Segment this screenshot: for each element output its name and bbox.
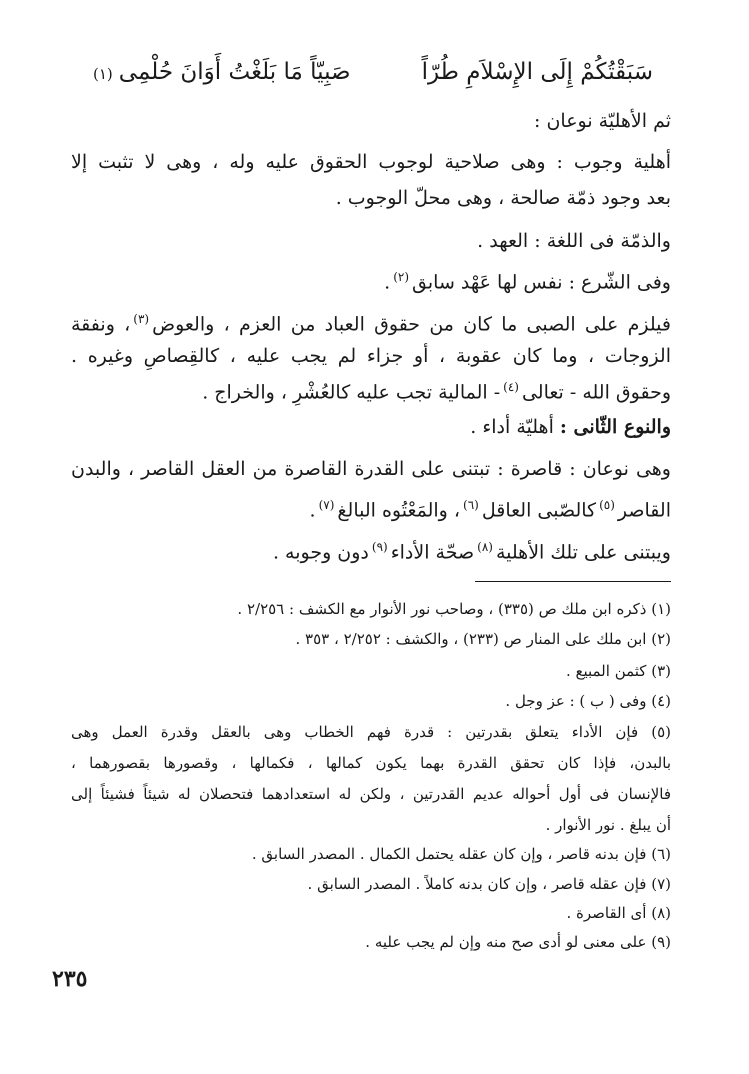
footnote: (٤) وفى ( ب ) : عز وجل .	[505, 692, 671, 710]
footnote: (٣) كثمن المبيع .	[565, 662, 671, 680]
body-line	[71, 306, 671, 337]
body-line: والذمّة فى اللغة : العهد .	[477, 230, 671, 252]
footnote-ref: (٢)	[393, 270, 410, 284]
body-line-text: فيلزم على الصبى ما كان من حقوق العباد من العزم ، والعوض	[152, 313, 671, 336]
body-line: الزوجات ، وما كان عقوبة ، أو جزاء لم يجب عليه ، كالقِصاصِ وغيره .	[71, 345, 671, 367]
body-line-text: دون وجوبه .	[272, 541, 369, 564]
footnote: (٢) ابن ملك على المنار ص (٢٣٣) ، والكشف : ٢/٢٥٢ ، ٣٥٣ .	[295, 630, 671, 648]
footnote: (٧) فإن عقله قاصر ، وإن كان بدنه كاملاً . المصدر السابق .	[307, 875, 671, 893]
footnote-ref: (٦)	[463, 498, 479, 512]
footnote-ref: (٤)	[503, 380, 519, 394]
footnote: (٥) فإن الأداء يتعلق بقدرتين : قدرة فهم الخطاب وهى بالعقل وقدرة العمل وهى	[71, 723, 671, 741]
body-line: أهلية وجوب : وهى صلاحية لوجوب الحقوق عليه وله ، وهى لا تثبت إلا	[71, 151, 671, 173]
footnote-ref: (٩)	[371, 540, 388, 554]
footnote: (٦) فإن بدنه قاصر ، وإن كان عقله يحتمل الكمال . المصدر السابق .	[251, 845, 671, 863]
body-line-text: صحّة الأداء	[390, 541, 475, 564]
body-line-text: وفى الشّرع : نفس لها عَهْد سابق	[412, 271, 671, 294]
footnote: بالبدن، فإذا كان تحقق القدرة بهما يكون كمالها ، فكمالها ، وقصورها بقصورهما ،	[71, 754, 671, 772]
footnote: (٨) أى القاصرة .	[566, 904, 671, 922]
body-line	[71, 374, 671, 405]
footnote: (١) ذكره ابن ملك ص (٣٣٥) ، وصاحب نور الأنوار مع الكشف : ٢/٢٥٦ .	[237, 600, 671, 618]
verse-first-hemistich: سَبَقْتُكُمْ إِلَى الإِسْلاَمِ طُرّاً	[421, 59, 653, 85]
footnote-ref: (١)	[93, 65, 113, 83]
body-line-text: ، والمَعْتُوه البالغ	[337, 499, 461, 522]
body-line-text: .	[309, 499, 316, 522]
verse-second-hemistich	[93, 59, 351, 85]
body-line: ثم الأهليّة نوعان :	[534, 110, 671, 132]
body-line-text: وحقوق الله - تعالى	[521, 381, 671, 404]
footnote: فالإنسان فى أول أحواله عديم القدرتين ، ولكن له استعدادهما فتحصلان له شيئاً فشيئاً إلى	[71, 785, 671, 803]
footnote-ref: (٣)	[133, 312, 150, 326]
body-line-text: القاصر	[617, 499, 671, 522]
footnote-ref: (٧)	[318, 498, 335, 512]
verse-second-hemistich-text: صَبِيّاً مَا بَلَغْتُ أَوَانَ حُلْمِى	[118, 59, 351, 85]
footnote-ref: (٥)	[599, 498, 615, 512]
body-line: وهى نوعان : قاصرة : تبتنى على القدرة القاصرة من العقل القاصر ، والبدن	[71, 458, 671, 480]
footnote-ref: (٨)	[477, 540, 493, 554]
body-line-text: .	[384, 271, 391, 294]
page-number: ٢٣٥	[52, 966, 88, 992]
body-line	[71, 414, 671, 440]
body-line-text: كالصّبى العاقل	[481, 499, 597, 522]
body-line-text: أهليّة أداء .	[470, 416, 554, 438]
body-line: بعد وجود ذمّة صالحة ، وهى محلّ الوجوب .	[335, 187, 671, 209]
body-line-text: ويبتنى على تلك الأهلية	[495, 541, 671, 564]
body-line	[71, 534, 671, 565]
footnote: (٩) على معنى لو أدى صح منه وإن لم يجب عليه .	[365, 933, 671, 951]
body-line	[71, 492, 671, 523]
footnote: أن يبلغ . نور الأنوار .	[545, 816, 671, 834]
body-line	[71, 264, 671, 295]
poetry-verse	[93, 52, 653, 92]
section-heading: والنوع الثّانى :	[559, 416, 671, 438]
footnote-separator	[475, 581, 671, 582]
body-line-text: ، ونفقة	[71, 313, 131, 336]
body-line-text: - المالية تجب عليه كالعُشْرِ ، والخراج .	[202, 381, 501, 404]
